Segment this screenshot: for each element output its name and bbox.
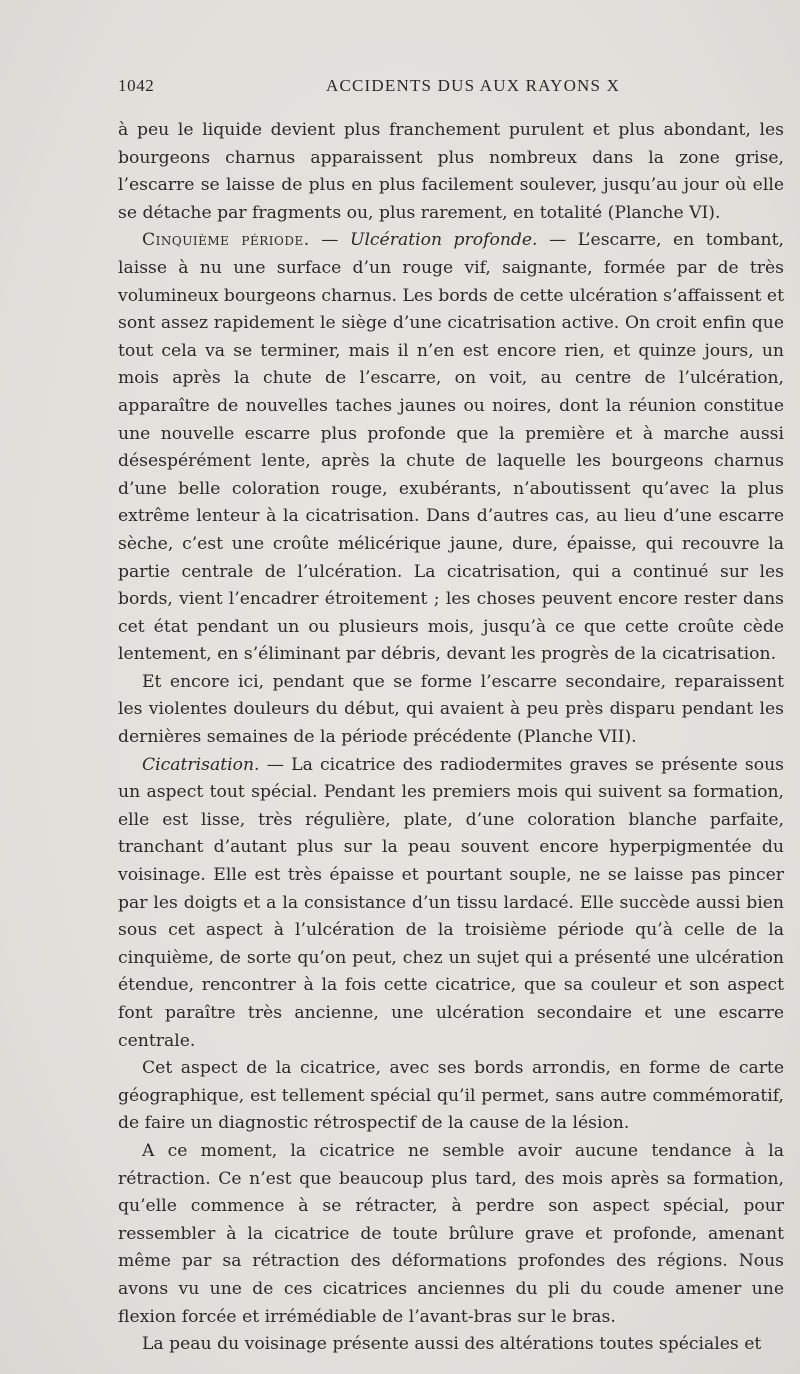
paragraph-retraction [118, 1138, 784, 1331]
paragraph-text: La cicatrice des radiodermites graves se présente sous un aspect tout spécial. Pendant les premiers mois qui suivent sa formation, elle est lisse, très régulière, plate, d’une coloration blanche parfaite, tranchant d’autant plus sur la peau souvent encore hyperpigmentée du voisinage. Elle est très épaisse et pourtant souple, ne se laisse pas pincer par les doigts et a la consistance d’un tissu lardacé. Elle succède aussi bien sous cet aspect à l’ulcération de la troisième période qu’à celle de la cinquième, de sorte qu’on peut, chez un sujet qui a présenté une ulcération étendue, rencontrer à la fois cette cicatrice, que sa couleur et son aspect font paraître très ancienne, une ulcération secondaire et une escarre centrale. [118, 754, 784, 1051]
paragraph-text: à peu le liquide devient plus franchement purulent et plus abondant, les bourgeons charnus apparaissent plus nombreux dans la zone grise, l’escarre se laisse de plus en plus facilement soulever, jusqu’au jour où elle se détache par fragments ou, plus rarement, en totalité (Planche VI). [118, 120, 784, 223]
running-title: ACCIDENTS DUS AUX RAYONS X [326, 76, 621, 95]
paragraph-text: La peau du voisinage présente aussi des altérations toutes spéciales et [142, 1334, 762, 1355]
running-head [118, 76, 758, 100]
section-heading: Ulcération profonde. [349, 230, 538, 251]
em-dash: — [549, 230, 567, 251]
body-text [118, 117, 784, 1359]
paragraph-text: Cet aspect de la cicatrice, avec ses bords arrondis, en forme de carte géographique, est tellement spécial qu’il permet, sans autre commémoratif, de faire un diagnostic rétrospectif de la cause de la lésion. [118, 1058, 784, 1134]
em-dash: — [321, 230, 339, 251]
paragraph-text: L’escarre, en tombant, laisse à nu une surface d’un rouge vif, saignante, formée par de très volumineux bourgeons charnus. Les bords de cette ulcération s’affaissent et sont assez rapidement le siège d’une cicatrisation active. On croit enfin que tout cela va se terminer, mais il n’en est encore rien, et quinze jours, un mois après la chute de l’escarre, on voit, au centre de l’ulcération, apparaître de nouvelles taches jaunes ou noires, dont la réunion constitue une nouvelle escarre plus profonde que la première et à marche aussi désespérément lente, après la chute de laquelle les bourgeons charnus d’une belle coloration rouge, exubérants, n’aboutissent qu’avec la plus extrême lenteur à la cicatrisation. Dans d’autres cas, au lieu d’une escarre sèche, c’est une croûte mélicérique jaune, dure, épaisse, qui recouvre la partie centrale de l’ulcération. La cicatrisation, qui a continué sur les bords, vient l’encadrer étroitement ; les choses peuvent encore rester dans cet état pendant un ou plusieurs mois, jusqu’à ce que cette croûte cède lentement, en s’éliminant par débris, devant les progrès de la cicatrisation. [118, 230, 784, 665]
paragraph-secondary-escarre [118, 669, 784, 752]
section-heading: Cicatrisation. [142, 754, 260, 775]
paragraph-text: A ce moment, la cicatrice ne semble avoir aucune tendance à la rétraction. Ce n’est que beaucoup plus tard, des mois après sa formation, qu’elle commence à se rétracter, à perdre son aspect spécial, pour ressembler à la cicatrice de toute brûlure grave et profonde, amenant même par sa rétraction des déformations profondes des régions. Nous avons vu une de ces cicatrices anciennes du pli du coude amener une flexion forcée et irrémédiable de l’avant-bras sur le bras. [118, 1140, 784, 1327]
paragraph-surrounding-skin [118, 1331, 784, 1359]
paragraph-continuation [118, 117, 784, 227]
section-label: Cinquième période. [142, 230, 310, 251]
paragraph-cicatrisation [118, 752, 784, 1056]
paragraph-scar-aspect [118, 1055, 784, 1138]
paragraph-fifth-period [118, 227, 784, 669]
paragraph-text: Et encore ici, pendant que se forme l’escarre secondaire, reparaissent les violentes douleurs du début, qui avaient à peu près disparu pendant les dernières semaines de la période précédente (Planche VII). [118, 671, 784, 748]
em-dash: — [266, 754, 284, 775]
page-number: 1042 [118, 76, 155, 95]
